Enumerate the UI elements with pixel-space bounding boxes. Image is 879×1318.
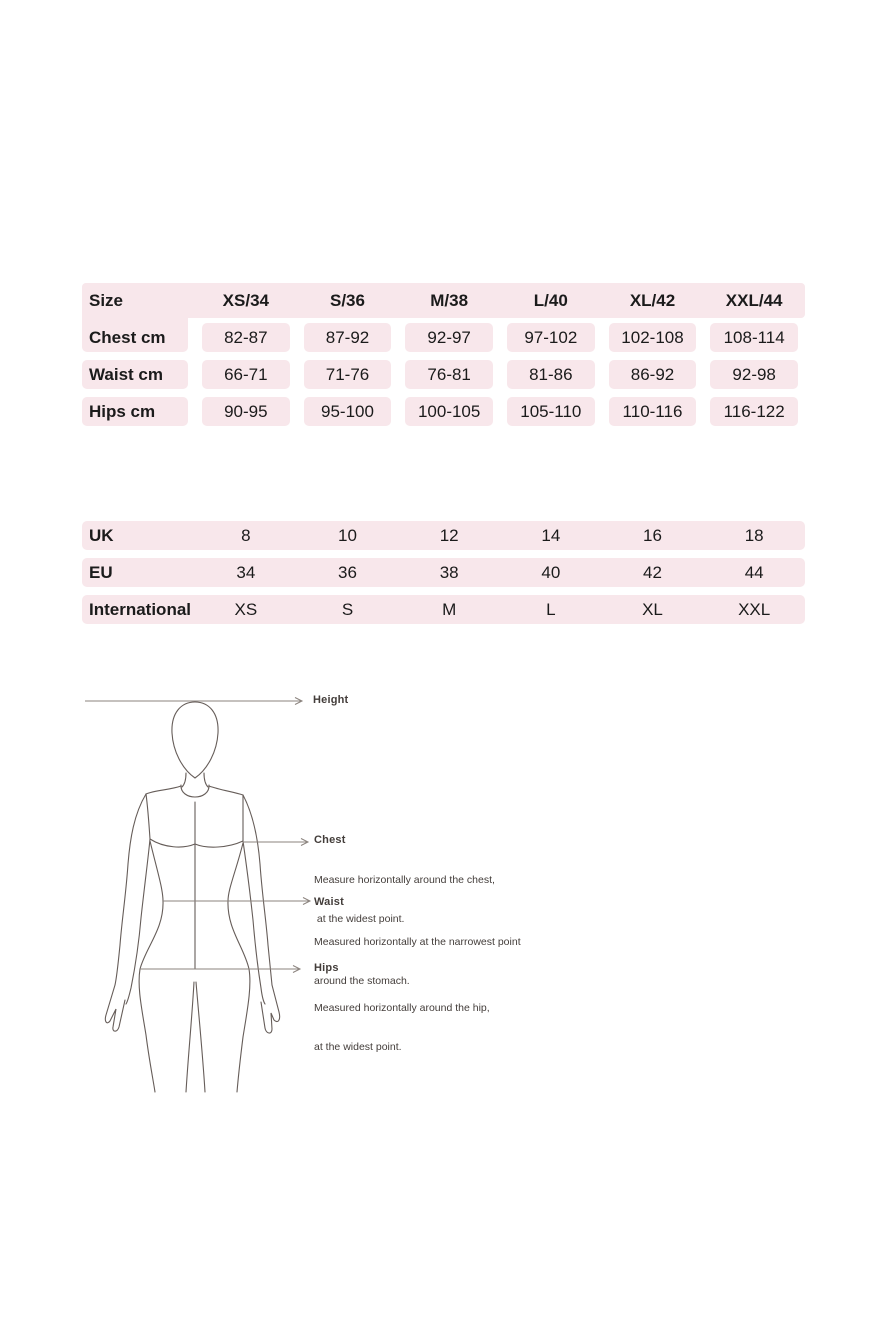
size-column-m38: M/38 [430,290,469,310]
size-column-l40: L/40 [533,290,568,310]
size-column-s36: S/36 [330,290,365,310]
uk-size-cell: 8 [241,525,251,545]
hips-cell: 90-95 [202,397,290,426]
uk-size-cell: 18 [744,525,764,545]
table-row-chest [82,323,805,352]
hips-cell: 116-122 [710,397,798,426]
size-column-xs34: XS/34 [222,290,269,310]
hips-description: Measured horizontally around the hip, at the widest point. [314,1002,490,1053]
size-measurements-table [82,283,805,426]
chest-cell: 92-97 [405,323,493,352]
table-row-waist [82,360,805,389]
size-column-xxl44: XXL/44 [725,290,783,310]
conversion-row-eu [82,558,805,587]
uk-size-cell: 10 [338,525,357,545]
waist-cell: 71-76 [304,360,392,389]
waist-description: Measured horizontally at the narrowest point around the stomach. [314,936,521,987]
eu-size-cell: 40 [541,562,561,582]
chest-cell: 97-102 [507,323,595,352]
size-conversion-table [82,521,805,632]
intl-size-cell: M [442,599,457,619]
measurement-diagram [82,688,602,1108]
size-header-label: Size [89,290,124,310]
eu-size-cell: 34 [236,562,256,582]
row-label-waist: Waist cm [82,360,188,389]
chest-cell: 102-108 [609,323,697,352]
intl-size-cell: XS [234,599,258,619]
annotation-hips [314,962,490,1080]
row-label-hips: Hips cm [82,397,188,426]
waist-cell: 81-86 [507,360,595,389]
uk-size-cell: 14 [541,525,561,545]
waist-label: Waist [314,896,344,908]
chest-description: Measure horizontally around the chest, at the widest point. [314,874,495,925]
waist-cell: 86-92 [609,360,697,389]
eu-size-cell: 42 [643,562,662,582]
height-label: Height [313,694,349,706]
chest-label: Chest [314,834,346,846]
hips-cell: 105-110 [507,397,595,426]
chest-cell: 87-92 [304,323,392,352]
size-table-header-row [82,283,805,318]
intl-size-cell: S [341,599,354,619]
chest-cell: 108-114 [710,323,798,352]
conversion-row-uk [82,521,805,550]
size-column-xl42: XL/42 [629,290,676,310]
intl-size-cell: XXL [738,599,771,619]
conversion-row-international [82,595,805,624]
hips-cell: 110-116 [609,397,697,426]
row-label-international: International [89,599,192,619]
row-label-uk: UK [89,525,114,545]
chest-cell: 82-87 [202,323,290,352]
annotation-height [313,694,348,706]
waist-cell: 66-71 [202,360,290,389]
uk-size-cell: 16 [643,525,662,545]
hips-cell: 100-105 [405,397,493,426]
hips-label: Hips [314,962,339,974]
table-row-hips [82,397,805,426]
eu-size-cell: 38 [439,562,459,582]
waist-cell: 76-81 [405,360,493,389]
eu-size-cell: 44 [744,562,764,582]
waist-cell: 92-98 [710,360,798,389]
hips-cell: 95-100 [304,397,392,426]
intl-size-cell: L [546,599,556,619]
intl-size-cell: XL [642,599,663,619]
eu-size-cell: 36 [338,562,357,582]
uk-size-cell: 12 [439,525,459,545]
row-label-eu: EU [89,562,113,582]
row-label-chest: Chest cm [82,323,188,352]
